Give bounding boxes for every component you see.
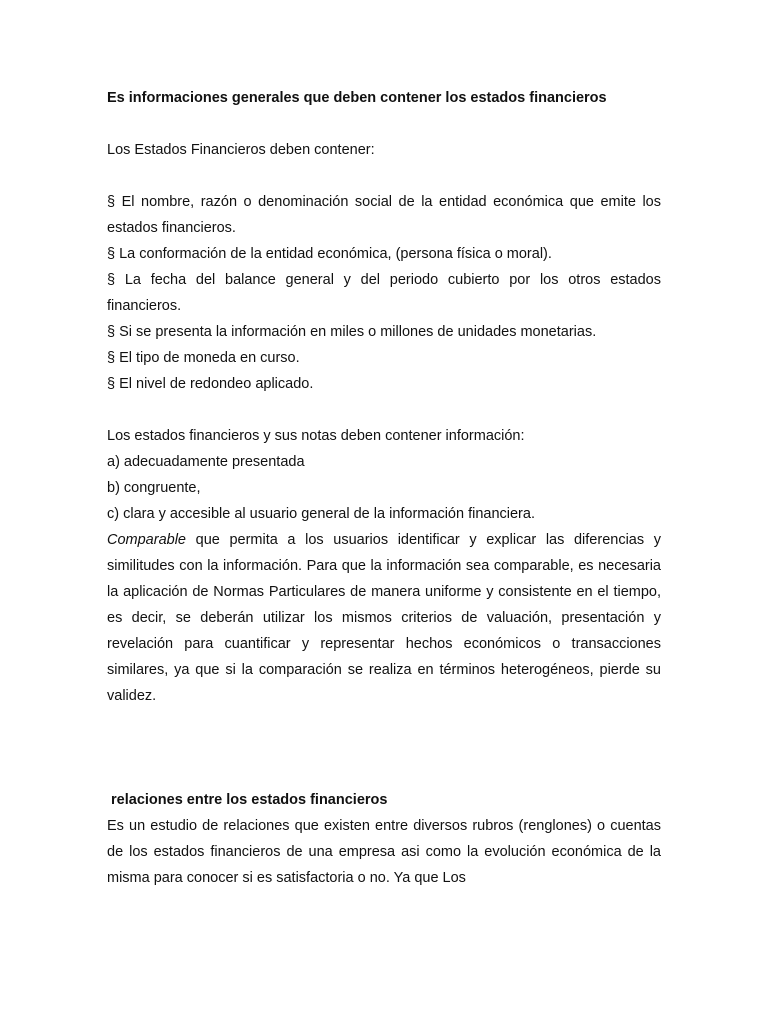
comparable-paragraph xyxy=(107,527,661,709)
list-item: a) adecuadamente presentada xyxy=(107,454,305,470)
list-item: c) clara y accesible al usuario general de la información financiera. xyxy=(107,506,535,522)
bullet-item: § El nivel de redondeo aplicado. xyxy=(107,376,314,392)
bullet-item: § Si se presenta la información en miles o millones de unidades monetarias. xyxy=(107,324,597,340)
bullet-item: § La conformación de la entidad económica, (persona física o moral). xyxy=(107,246,552,262)
section-title: relaciones entre los estados financieros xyxy=(107,792,388,808)
comparable-term: Comparable xyxy=(107,532,186,548)
comparable-text: que permita a los usuarios identificar y explicar las diferencias y similitudes con la información. Para que la información sea comparable, es necesaria la aplicación de Normas Particulares de manera uniforme y consistente en el tiempo, es decir, se deberán utilizar los mismos criterios de valuación, presentación y revelación para cuantificar y representar hechos económicos o transacciones similares, ya que si la comparación se realiza en términos heterogéneos, pierde su validez. xyxy=(107,532,661,704)
section-body: Es un estudio de relaciones que existen entre diversos rubros (renglones) o cuentas de los estados financieros de una empresa asi como la evolución económica de la misma para conocer si es satisfactoria o no. Ya que Los xyxy=(107,818,661,886)
notes-intro: Los estados financieros y sus notas deben contener información: xyxy=(107,428,525,444)
bullet-item: § El tipo de moneda en curso. xyxy=(107,350,300,366)
list-item: b) congruente, xyxy=(107,480,201,496)
section-title: Es informaciones generales que deben contener los estados financieros xyxy=(107,90,607,106)
bullet-item: § El nombre, razón o denominación social de la entidad económica que emite los estados financieros. xyxy=(107,194,661,236)
bullet-item: § La fecha del balance general y del periodo cubierto por los otros estados financieros. xyxy=(107,272,661,314)
intro-text: Los Estados Financieros deben contener: xyxy=(107,142,375,158)
